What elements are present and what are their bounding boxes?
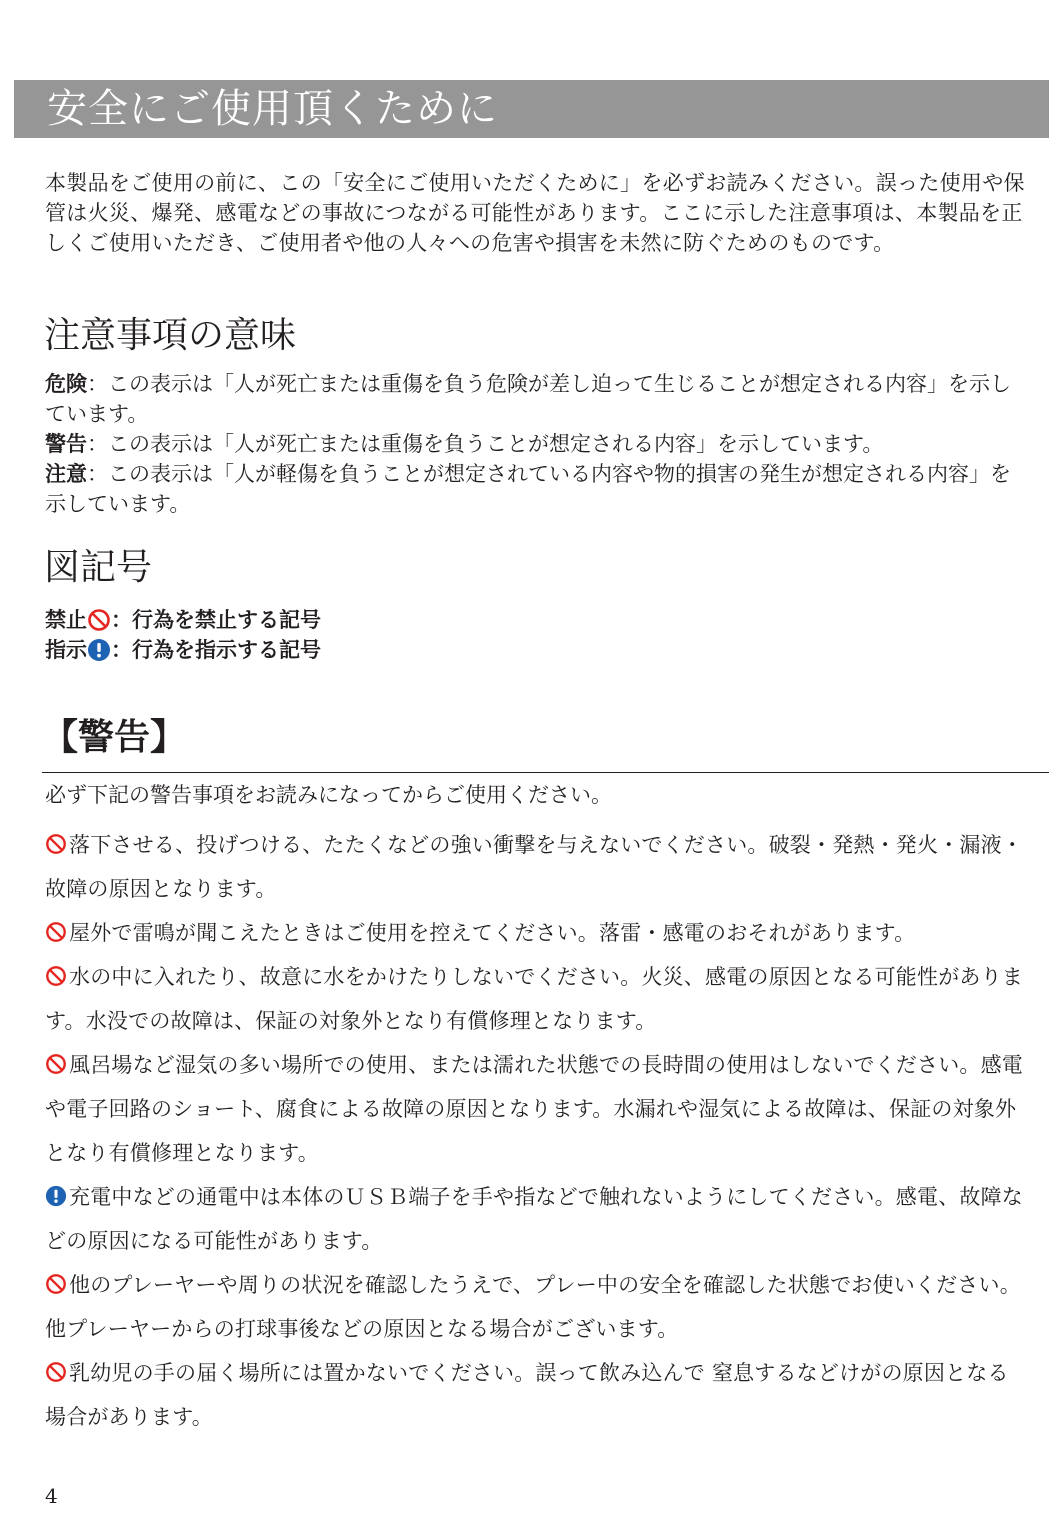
symbol-term: 指示 bbox=[45, 638, 87, 662]
list-item bbox=[45, 955, 1025, 1043]
warning-text: 他のプレーヤーや周りの状況を確認したうえで、プレー中の安全を確認した状態でお使いください。他プレーヤーからの打球事後などの原因となる場合がございます。 bbox=[45, 1273, 1021, 1341]
warning-text: 乳幼児の手の届く場所には置かないでください。誤って飲み込んで 窒息するなどけがの原因となる場合があります。 bbox=[45, 1361, 1009, 1429]
meaning-definitions bbox=[45, 369, 1025, 519]
title-banner bbox=[14, 80, 1049, 138]
section-divider bbox=[42, 772, 1049, 773]
definition-term: 危険 bbox=[45, 372, 87, 396]
symbols-heading: 図記号 bbox=[44, 547, 153, 588]
prohibition-icon bbox=[45, 1361, 67, 1383]
definition-text: ：この表示は「人が死亡または重傷を負うことが想定される内容」を示しています。 bbox=[87, 432, 884, 456]
warning-text: 充電中などの通電中は本体のＵＳＢ端子を手や指などで触れないようにしてください。感電、故障などの原因になる可能性があります。 bbox=[45, 1185, 1023, 1253]
list-item bbox=[45, 1175, 1025, 1263]
symbol-text: ：行為を禁止する記号 bbox=[111, 608, 321, 632]
warning-list bbox=[45, 823, 1025, 1439]
symbols-legend bbox=[45, 605, 321, 665]
definition-term: 注意 bbox=[45, 462, 87, 486]
prohibition-icon bbox=[87, 608, 111, 632]
instruction-icon bbox=[45, 1185, 67, 1207]
definition-text: ：この表示は「人が軽傷を負うことが想定されている内容や物的損害の発生が想定される内容」を示しています。 bbox=[45, 462, 1011, 516]
definition-text: ：この表示は「人が死亡または重傷を負う危険が差し迫って生じることが想定される内容」を示しています。 bbox=[45, 372, 1011, 426]
prohibition-icon bbox=[45, 833, 67, 855]
intro-paragraph: 本製品をご使用の前に、この「安全にご使用いただくために」を必ずお読みください。誤った使用や保管は火災、爆発、感電などの事故につながる可能性があります。ここに示した注意事項は、本製品を正しくご使用いただき、ご使用者や他の人々への危害や損害を未然に防ぐためのものです。 bbox=[45, 171, 1025, 255]
warning-text: 水の中に入れたり、故意に水をかけたりしないでください。火災、感電の原因となる可能性があります。水没での故障は、保証の対象外となり有償修理となります。 bbox=[45, 965, 1023, 1033]
prohibition-icon bbox=[45, 1273, 67, 1295]
prohibition-icon bbox=[45, 965, 67, 987]
definition-warning bbox=[45, 429, 1025, 459]
page-title: 安全にご使用頂くために bbox=[47, 86, 498, 132]
warning-heading: 【警告】 bbox=[42, 717, 187, 758]
symbol-term: 禁止 bbox=[45, 608, 87, 632]
list-item bbox=[45, 1351, 1025, 1439]
warning-lead: 必ず下記の警告事項をお読みになってからご使用ください。 bbox=[45, 783, 612, 807]
list-item bbox=[45, 1263, 1025, 1351]
prohibition-icon bbox=[45, 1053, 67, 1075]
list-item bbox=[45, 1043, 1025, 1175]
warning-text: 屋外で雷鳴が聞こえたときはご使用を控えてください。落雷・感電のおそれがあります。 bbox=[69, 921, 916, 945]
definition-term: 警告 bbox=[45, 432, 87, 456]
meaning-heading: 注意事項の意味 bbox=[44, 315, 297, 356]
symbol-text: ：行為を指示する記号 bbox=[111, 638, 321, 662]
definition-caution bbox=[45, 459, 1025, 519]
definition-danger bbox=[45, 369, 1025, 429]
list-item bbox=[45, 911, 1025, 955]
instruction-icon bbox=[87, 638, 111, 662]
warning-text: 落下させる、投げつける、たたくなどの強い衝撃を与えないでください。破裂・発熱・発火・漏液・故障の原因となります。 bbox=[45, 833, 1023, 901]
symbol-instruction-row bbox=[45, 635, 321, 665]
warning-text: 風呂場など湿気の多い場所での使用、または濡れた状態での長時間の使用はしないでください。感電や電子回路のショート、腐食による故障の原因となります。水漏れや湿気による故障は、保証の対象外となり有償修理となります。 bbox=[45, 1053, 1023, 1165]
page-number: 4 bbox=[45, 1484, 58, 1508]
prohibition-icon bbox=[45, 921, 67, 943]
symbol-prohibition-row bbox=[45, 605, 321, 635]
list-item bbox=[45, 823, 1025, 911]
